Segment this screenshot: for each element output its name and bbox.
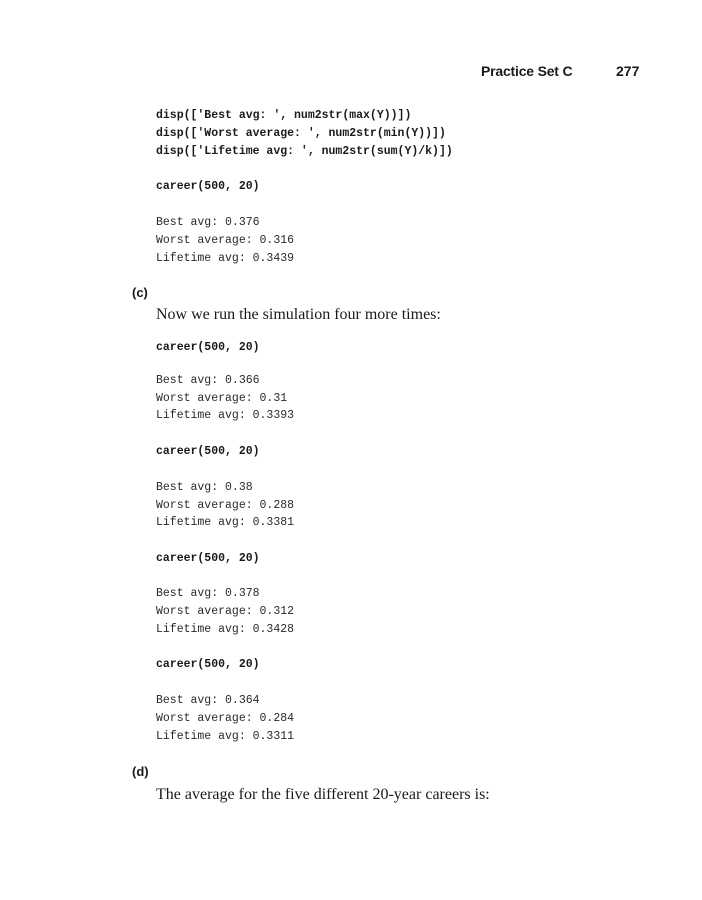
run-2-worst: Worst average: 0.288 [156,499,295,512]
output-best: Best avg: 0.376 [156,216,260,229]
part-c-label: (c) [132,285,148,300]
run-3-lifetime: Lifetime avg: 0.3428 [156,623,295,636]
page-number: 277 [616,63,640,79]
run-1-best: Best avg: 0.366 [156,374,260,387]
output-worst: Worst average: 0.316 [156,234,295,247]
run-2-call: career(500, 20) [156,445,260,458]
code-line-disp-worst: disp(['Worst average: ', num2str(min(Y))]) [156,127,446,140]
run-2-best: Best avg: 0.38 [156,481,253,494]
run-4-worst: Worst average: 0.284 [156,712,295,725]
run-2-lifetime: Lifetime avg: 0.3381 [156,516,295,529]
run-3-best: Best avg: 0.378 [156,587,260,600]
run-3-call: career(500, 20) [156,552,260,565]
code-line-disp-best: disp(['Best avg: ', num2str(max(Y))]) [156,109,412,122]
part-d-text: The average for the five different 20-year careers is: [156,786,490,803]
page-header [0,63,702,83]
running-head: Practice Set C [481,63,573,79]
run-4-call: career(500, 20) [156,658,260,671]
run-1-lifetime: Lifetime avg: 0.3393 [156,409,295,422]
run-1-call: career(500, 20) [156,341,260,354]
run-1-worst: Worst average: 0.31 [156,392,288,405]
run-3-worst: Worst average: 0.312 [156,605,295,618]
code-line-disp-lifetime: disp(['Lifetime avg: ', num2str(sum(Y)/k)]) [156,145,453,158]
run-4-best: Best avg: 0.364 [156,694,260,707]
part-d-label: (d) [132,764,149,779]
code-career-call: career(500, 20) [156,180,260,193]
part-c-text: Now we run the simulation four more times: [156,306,441,323]
output-lifetime: Lifetime avg: 0.3439 [156,252,295,265]
run-4-lifetime: Lifetime avg: 0.3311 [156,730,295,743]
